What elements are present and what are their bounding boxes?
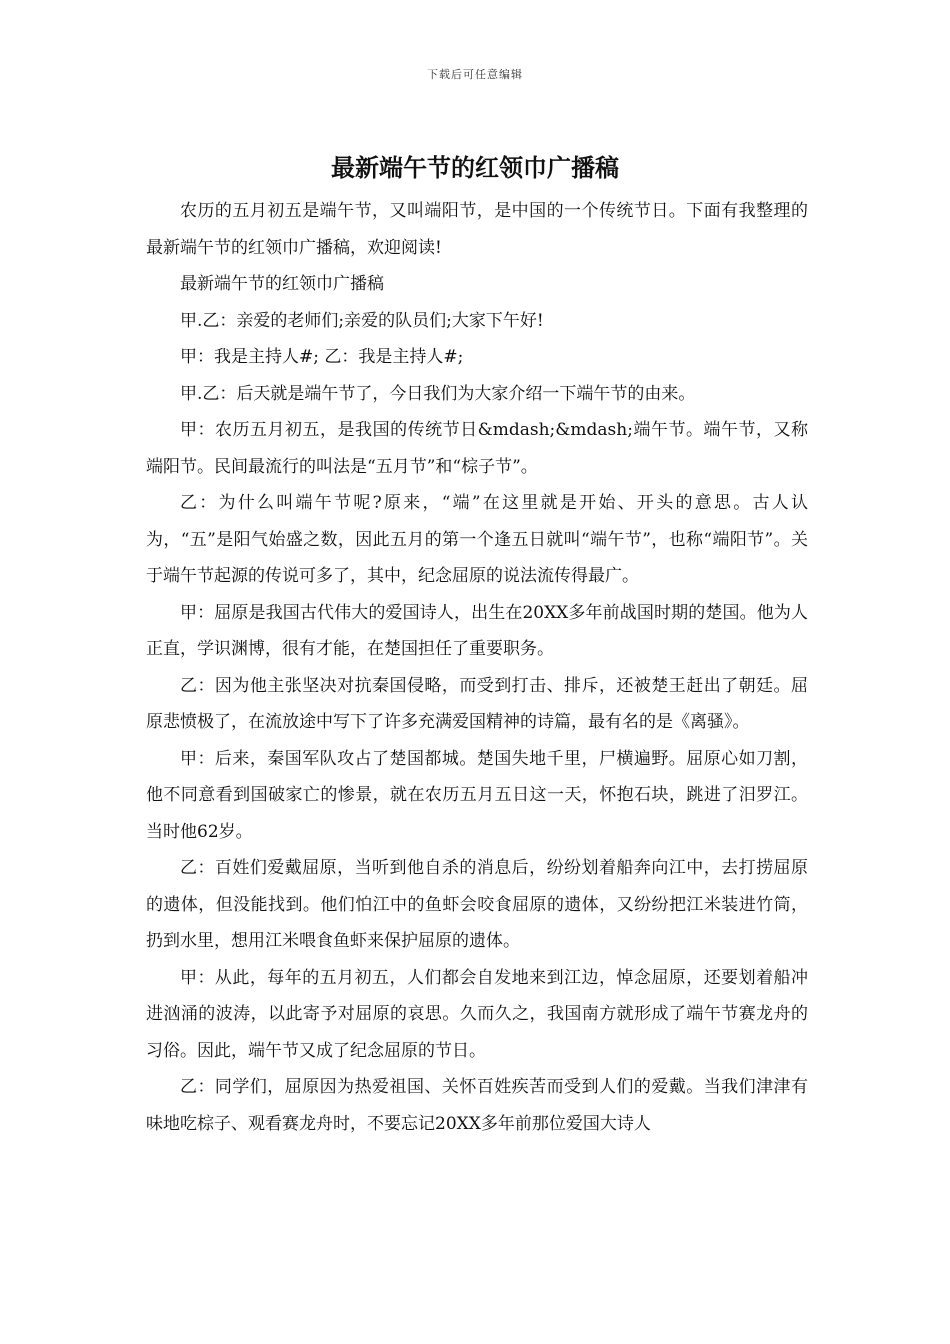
- page-title: 最新端午节的红领巾广播稿: [331, 153, 619, 182]
- paragraph-opening: 甲.乙：后天就是端午节了，今日我们为大家介绍一下端午节的由来。: [180, 383, 696, 404]
- header-note: 下载后可任意编辑: [427, 68, 523, 81]
- paragraph-festival-names: 甲：农历五月初五，是我国的传统节日&mdash;&mdash;端午节。端午节，又称端阳节。民间最流行的叫法是“五月节”和“棕子节”。: [146, 420, 808, 477]
- paragraph-villagers: 乙：百姓们爱戴屈原，当听到他自杀的消息后，纷纷划着船奔向江中，去打捞屈原的遗体，但没能找到。他们怕江中的鱼虾会咬食屈原的遗体，又纷纷把江米装进竹筒，扔到水里，想用江米喂食鱼虾来保护屈原的遗体。: [146, 858, 808, 951]
- paragraph-exile: 乙：因为他主张坚决对抗秦国侵略，而受到打击、排斥，还被楚王赶出了朝廷。屈原悲愤极了，在流放途中写下了许多充满爱国精神的诗篇，最有名的是《离骚》。: [146, 675, 808, 732]
- paragraph-qu-yuan-intro: 甲：屈原是我国古代伟大的爱国诗人，出生在20XX多年前战国时期的楚国。他为人正直，学识渊博，很有才能，在楚国担任了重要职务。: [146, 602, 808, 659]
- paragraph-hosts: 甲：我是主持人#; 乙：我是主持人#;: [180, 347, 464, 367]
- paragraph-subtitle: 最新端午节的红领巾广播稿: [180, 274, 384, 294]
- paragraph-meaning: 乙：为什么叫端午节呢?原来，“端”在这里就是开始、开头的意思。古人认为，“五”是阳气始盛之数，因此五月的第一个逢五日就叫“端午节”，也称“端阳节”。关于端午节起源的传说可多了，其中，纪念屈原的说法流传得最广。: [146, 493, 808, 586]
- document-body: [146, 193, 808, 1142]
- paragraph-closing: 乙：同学们，屈原因为热爱祖国、关怀百姓疾苦而受到人们的爱戴。当我们津津有味地吃棕子、观看赛龙舟时，不要忘记20XX多年前那位爱国大诗人: [146, 1077, 808, 1134]
- paragraph-miluo-river: 甲：后来，秦国军队攻占了楚国都城。楚国失地千里，尸横遍野。屈原心如刀割，他不同意看到国破家亡的惨景，就在农历五月五日这一天，怀抱石块，跳进了汨罗江。当时他62岁。: [146, 748, 808, 842]
- paragraph-dragon-boat: 甲：从此，每年的五月初五，人们都会自发地来到江边，悼念屈原，还要划着船冲进汹涌的波涛，以此寄予对屈原的哀思。久而久之，我国南方就形成了端午节赛龙舟的习俗。因此，端午节又成了纪念屈原的节日。: [146, 967, 808, 1061]
- paragraph-intro: 农历的五月初五是端午节，又叫端阳节，是中国的一个传统节日。下面有我整理的最新端午节的红领巾广播稿，欢迎阅读!: [146, 201, 808, 258]
- paragraph-greeting: 甲.乙：亲爱的老师们;亲爱的队员们;大家下午好!: [180, 310, 544, 331]
